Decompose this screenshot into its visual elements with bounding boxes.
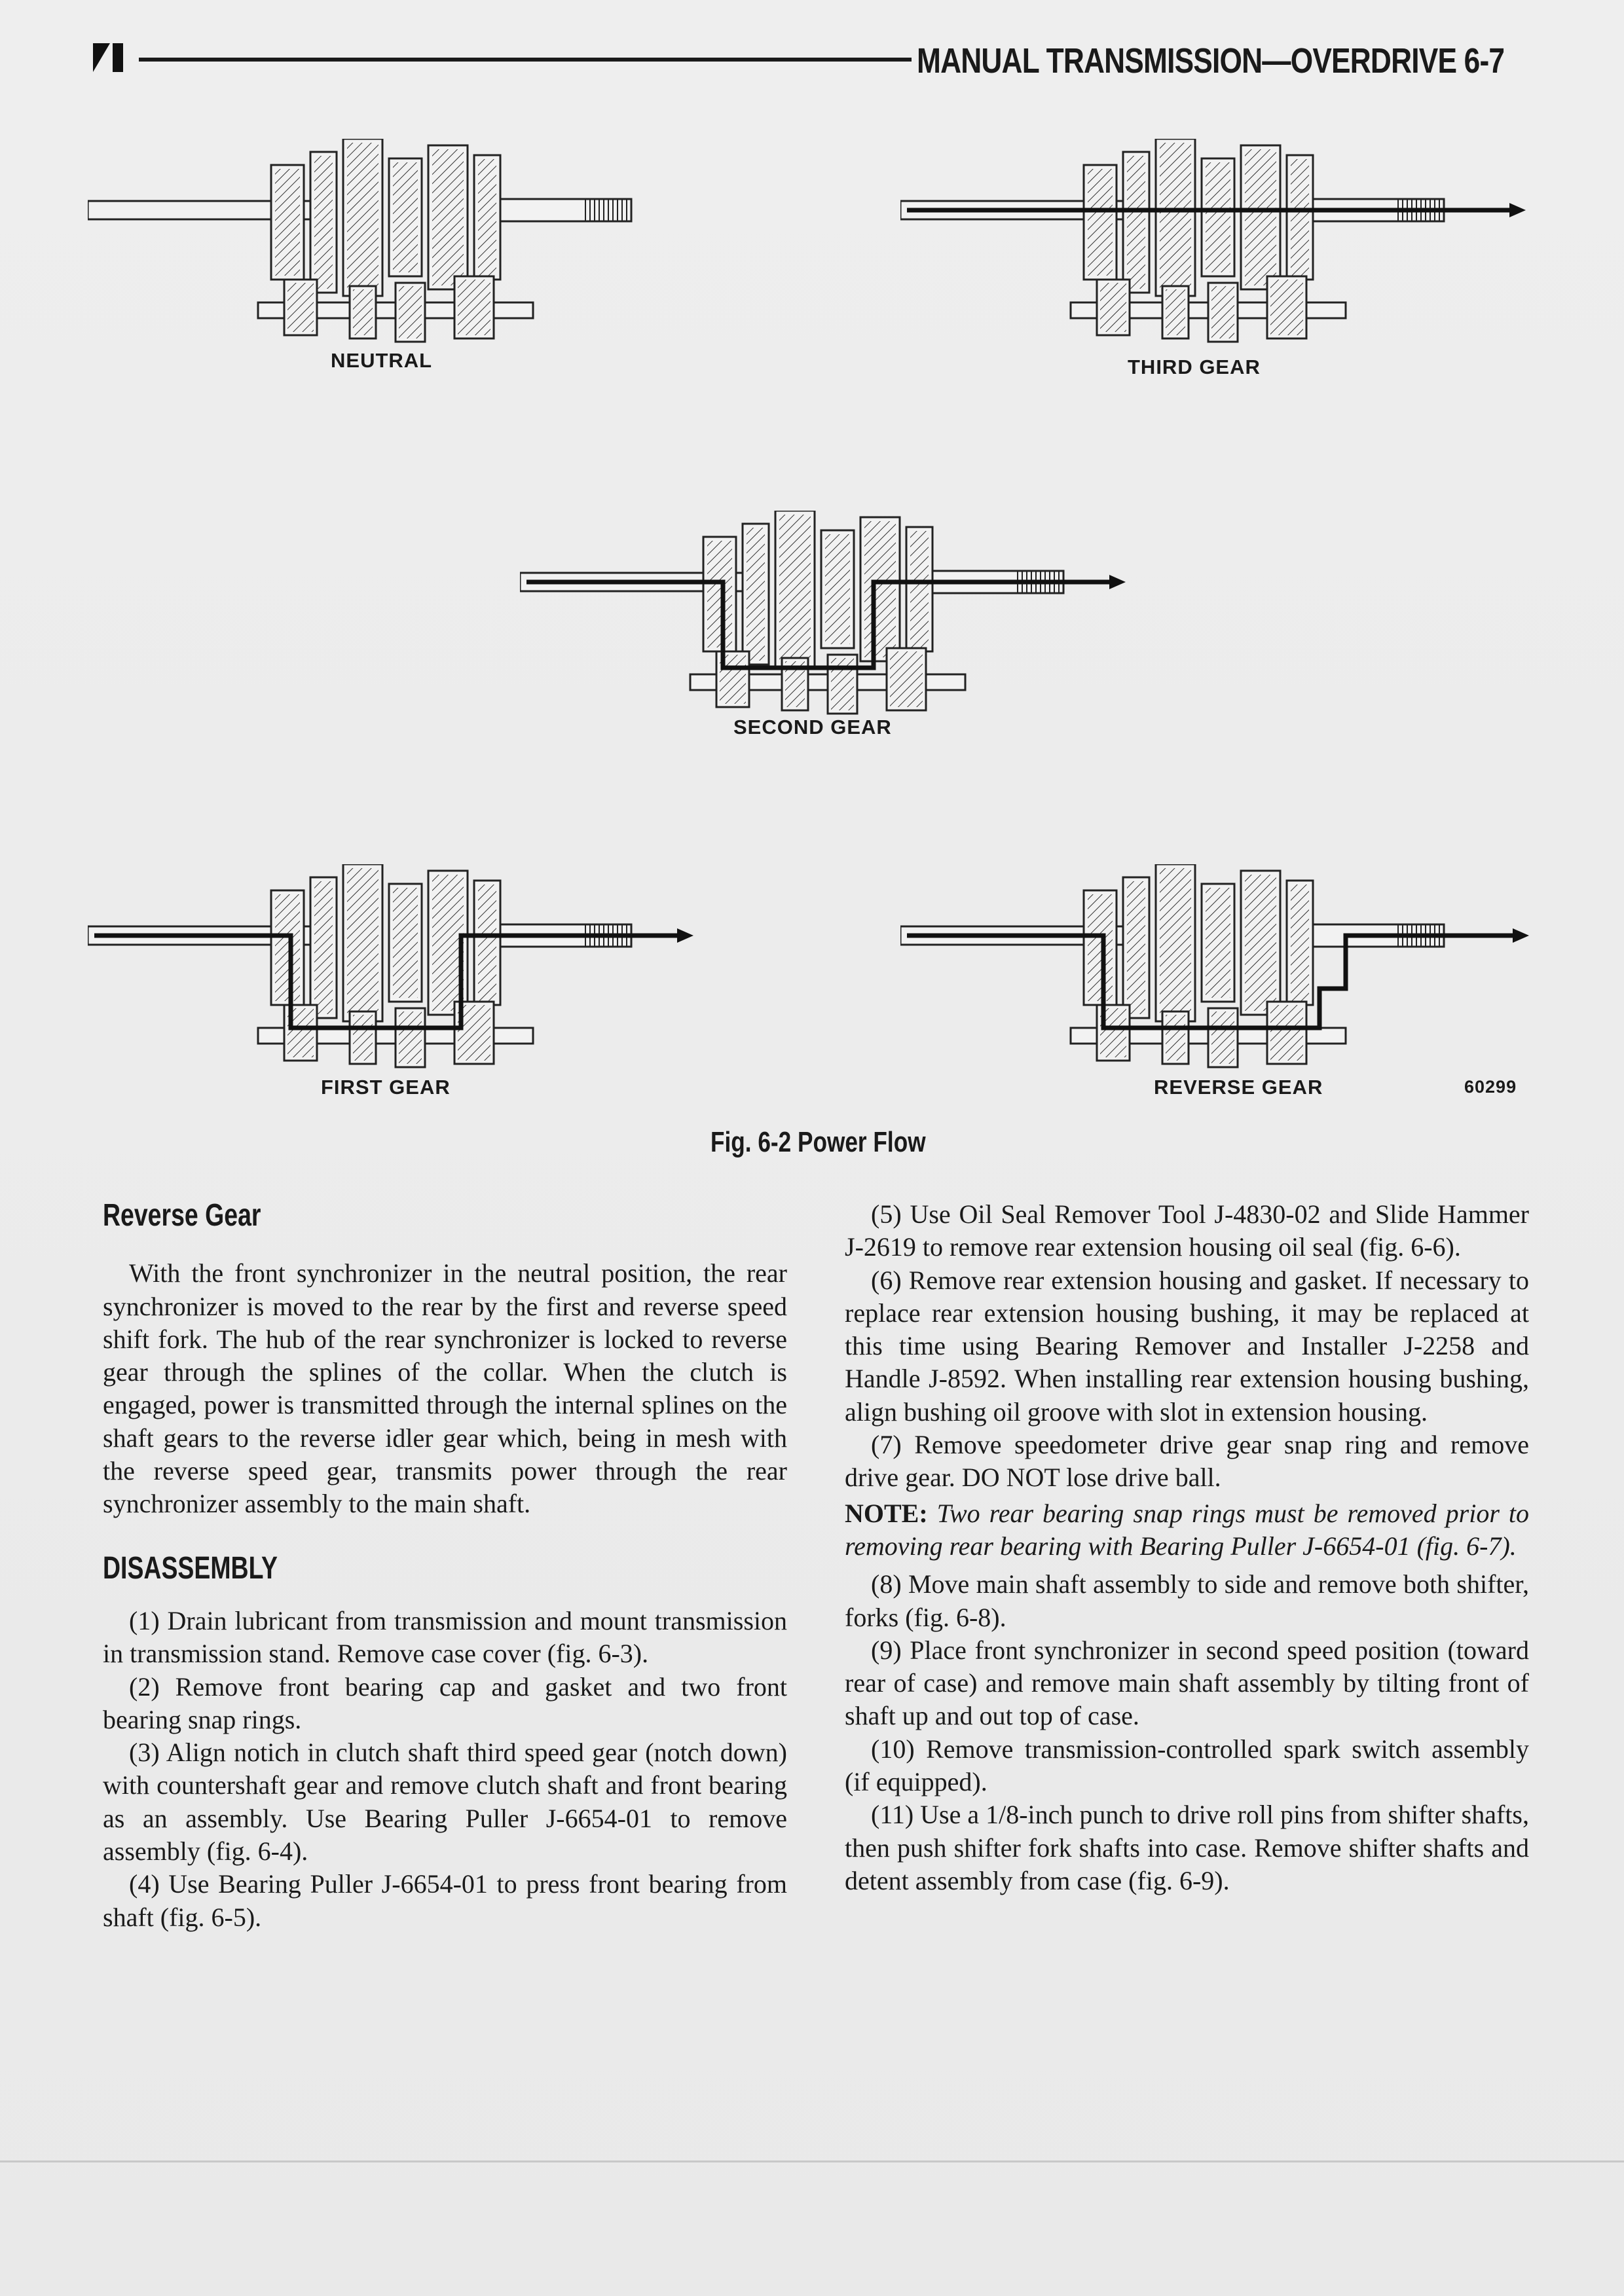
- step-1: (1) Drain lubricant from transmission and mount transmission in transmission stand. Remove case cover (fig. 6-3).: [103, 1605, 787, 1669]
- gear-hatching: [432, 149, 464, 285]
- diagram-neutral: [88, 139, 690, 361]
- counter-gear-hatching: [1166, 1015, 1185, 1061]
- left-column: [103, 1199, 787, 1934]
- figure-caption: Fig. 6-2 Power Flow: [710, 1126, 926, 1158]
- step-7: (7) Remove speedometer drive gear snap ring and remove drive gear. DO NOT lose drive ball.: [845, 1430, 1529, 1493]
- gear-hatching: [1088, 894, 1113, 1001]
- label-first-gear: FIRST GEAR: [321, 1076, 451, 1099]
- gear-hatching: [1127, 156, 1145, 289]
- note-label: NOTE:: [845, 1498, 928, 1528]
- counter-gear-hatching: [1211, 1011, 1234, 1064]
- disassembly-heading: DISASSEMBLY: [103, 1550, 278, 1586]
- reverse-gear-heading: Reverse Gear: [103, 1198, 261, 1233]
- diagram-reverse-gear: [900, 864, 1542, 1087]
- power-flow-arrow-icon: [1509, 203, 1526, 217]
- power-flow-arrow-icon: [1513, 928, 1529, 943]
- gear-hatching: [1245, 875, 1276, 1011]
- counter-gear-hatching: [1211, 286, 1234, 338]
- header-rule: [139, 58, 912, 62]
- step-5: (5) Use Oil Seal Remover Tool J-4830-02 and Slide Hammer J-2619 to remove rear extension housing oil seal (fig. 6-6).: [845, 1199, 1529, 1262]
- diagram-third-gear: [900, 139, 1542, 361]
- counter-gear-hatching: [287, 283, 314, 332]
- brand-logo-icon: [93, 43, 132, 72]
- gear-hatching: [393, 888, 418, 998]
- gear-hatching: [1160, 143, 1191, 292]
- step-10: (10) Remove transmission-controlled spark switch assembly (if equipped).: [845, 1734, 1529, 1797]
- counter-gear-hatching: [399, 1011, 422, 1064]
- counter-gear-hatching: [353, 289, 373, 335]
- label-second-gear: SECOND GEAR: [733, 716, 892, 738]
- label-reverse-gear: REVERSE GEAR: [1154, 1076, 1323, 1099]
- gear-hatching: [275, 169, 300, 276]
- step-6: (6) Remove rear extension housing and gasket. If necessary to replace rear extension housing bushing, it may be replaced at this time using Bearing Remover and Installer J-2258 and Handle J-8592. When installing rear extension housing bushing, align bushing oil groove with slot in extension housing.: [845, 1265, 1529, 1427]
- gear-hatching: [1291, 159, 1309, 276]
- counter-gear-hatching: [353, 1015, 373, 1061]
- gear-hatching: [478, 159, 496, 276]
- counter-gear-hatching: [399, 286, 422, 338]
- gear-hatching: [314, 881, 333, 1014]
- page-header-title: MANUAL TRANSMISSION—OVERDRIVE 6-7: [917, 41, 1505, 81]
- gear-hatching: [825, 534, 850, 644]
- gear-hatching: [1088, 169, 1113, 276]
- step-4: (4) Use Bearing Puller J-6654-01 to press front bearing from shaft (fig. 6-5).: [103, 1869, 787, 1932]
- gear-hatching: [1160, 868, 1191, 1017]
- gear-hatching: [275, 894, 300, 1001]
- figure-number: 60299: [1464, 1077, 1517, 1097]
- right-column: [845, 1198, 1529, 1897]
- gear-hatching: [393, 162, 418, 272]
- gear-hatching: [347, 143, 378, 292]
- output-shaft: [494, 199, 631, 221]
- step-2: (2) Remove front bearing cap and gasket and two front bearing snap rings.: [103, 1671, 787, 1734]
- diagram-first-gear: [88, 864, 729, 1087]
- step-3: (3) Align notich in clutch shaft third speed gear (notch down) with countershaft gear and remove clutch shaft and front bearing as an assembly. Use Bearing Puller J-6654-01 to remove assembly (fig. 6-4).: [103, 1738, 787, 1867]
- note: [845, 1497, 1529, 1563]
- reverse-gear-paragraph: With the front synchronizer in the neutral position, the rear synchronizer is moved to the rear by the first and reverse speed shift fork. The hub of the rear synchronizer is locked to reverse gear through the splines of the collar. When the clutch is engaged, power is transmitted through the internal splines on the shaft gears to the reverse idler gear which, being in mesh with the reverse speed gear, transmits power through the rear synchronizer assembly to the main shaft.: [103, 1258, 787, 1519]
- counter-gear-hatching: [1166, 289, 1185, 335]
- gear-hatching: [1127, 881, 1145, 1014]
- step-11: (11) Use a 1/8-inch punch to drive roll pins from shifter shafts, then push shifter fork shafts into case. Remove shifter shafts and detent assembly from case (fig. 6-9).: [845, 1800, 1529, 1895]
- gear-hatching: [1206, 162, 1230, 272]
- counter-gear-hatching: [458, 280, 490, 335]
- power-flow-arrow-icon: [1109, 575, 1126, 589]
- step-8: (8) Move main shaft assembly to side and remove both shifter, forks (fig. 6-8).: [845, 1569, 1529, 1632]
- power-flow-path: [526, 582, 1109, 668]
- gear-hatching: [1206, 888, 1230, 998]
- gear-hatching: [478, 884, 496, 1001]
- counter-gear-hatching: [1270, 1005, 1303, 1061]
- step-9: (9) Place front synchronizer in second speed position (toward rear of case) and remove main shaft assembly by tilting front of shaft up and out top of case.: [845, 1635, 1529, 1731]
- gear-hatching: [1245, 149, 1276, 285]
- gear-hatching: [747, 528, 765, 661]
- counter-gear-hatching: [1100, 283, 1126, 332]
- bottom-rule: [0, 2160, 1624, 2162]
- gear-hatching: [707, 541, 732, 647]
- power-flow-path: [94, 936, 677, 1028]
- gear-hatching: [864, 521, 896, 657]
- diagram-second-gear: [520, 511, 1162, 733]
- gear-hatching: [779, 515, 811, 664]
- label-neutral: NEUTRAL: [331, 349, 433, 372]
- gear-hatching: [910, 531, 929, 647]
- counter-gear-hatching: [890, 651, 923, 707]
- power-flow-arrow-icon: [677, 928, 693, 943]
- gear-hatching: [314, 156, 333, 289]
- note-text: Two rear bearing snap rings must be removed prior to removing rear bearing with Bearing Puller J-6654-01 (fig. 6-7).: [845, 1498, 1530, 1561]
- gear-hatching: [1291, 884, 1309, 1001]
- counter-gear-hatching: [1270, 280, 1303, 335]
- gear-hatching: [347, 868, 378, 1017]
- label-third-gear: THIRD GEAR: [1128, 355, 1261, 378]
